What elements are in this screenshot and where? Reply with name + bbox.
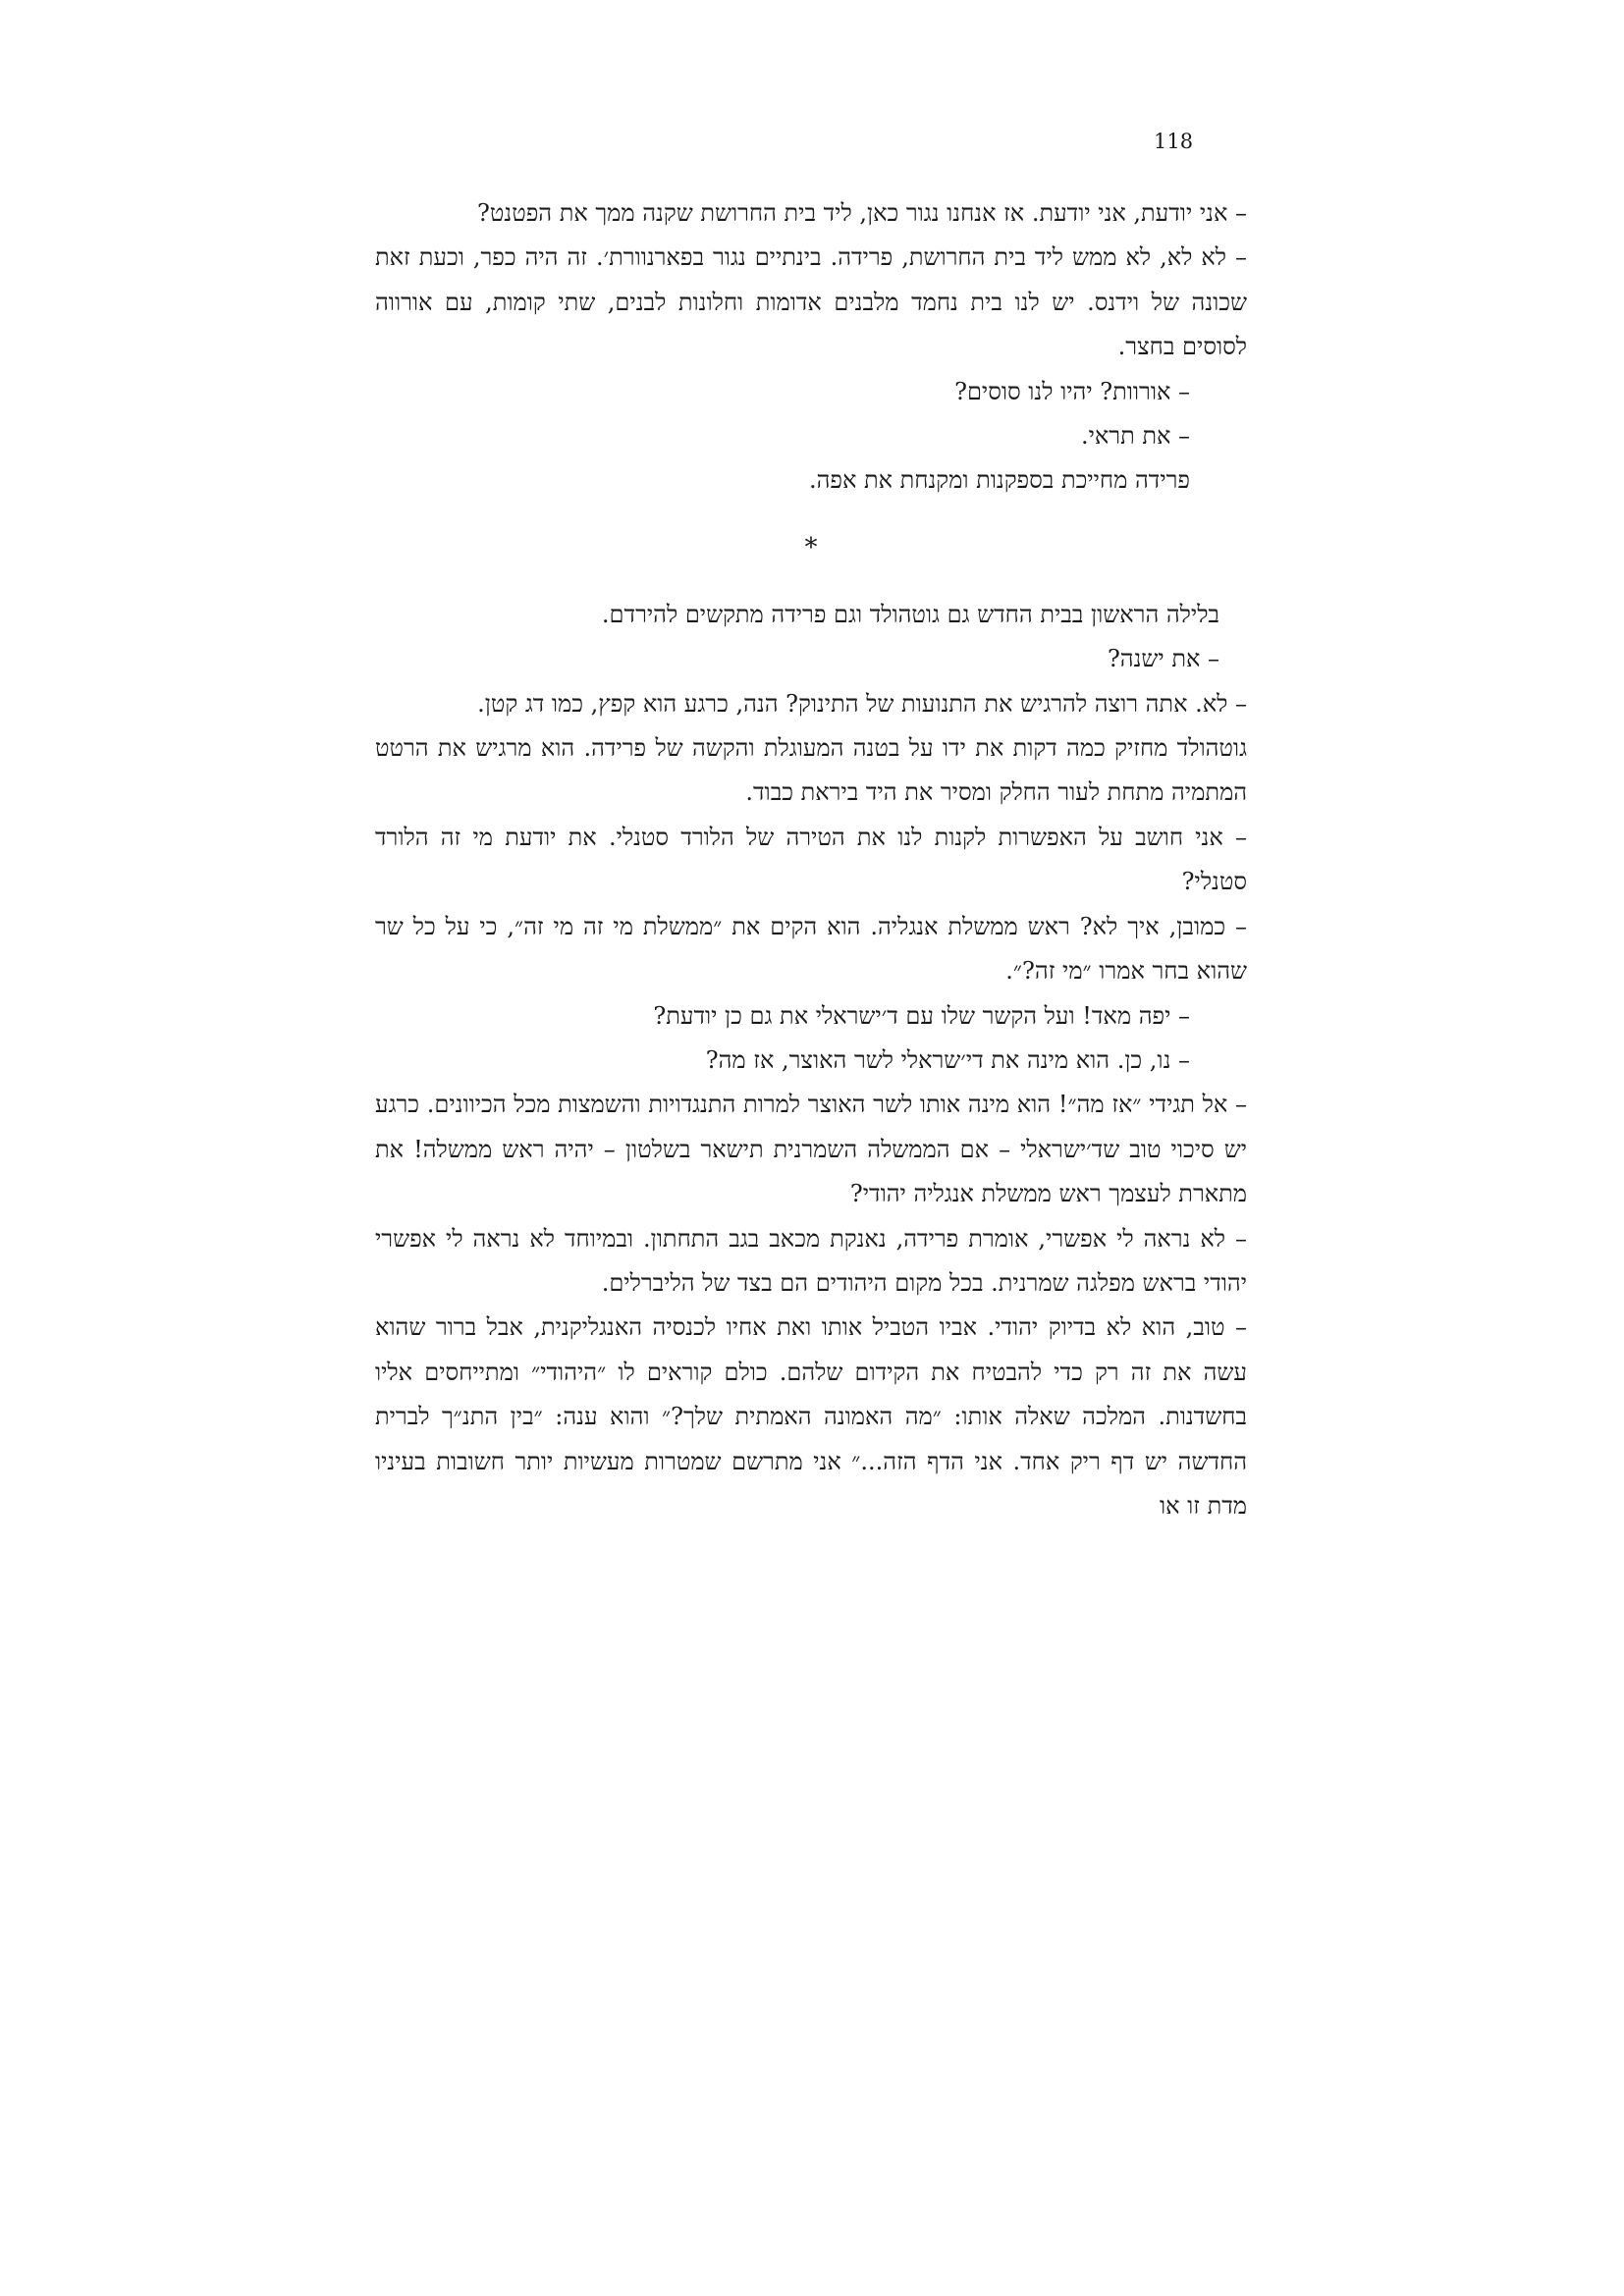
paragraph: – לא לא, לא ממש ליד בית החרושת, פרידה. בינתיים נגור בפארנוורת׳. זה היה כפר, וכעת זאת שכונה של וידנס. יש לנו בית נחמד מלבנים אדומות וחלונות לבנים, שתי קומות, עם אורווה לסוסים בחצר.: [375, 243, 1247, 361]
body-text: [375, 191, 1247, 1528]
section-separator: *: [804, 532, 818, 562]
page-number: 118: [1154, 130, 1194, 153]
paragraph: – לא נראה לי אפשרי, אומרת פרידה, נאנקת מכאב בגב התחתון. ובמיוחד לא נראה לי אפשרי יהודי בראש מפלגה שמרנית. בכל מקום היהודים הם בצד של הליברלים.: [375, 1224, 1247, 1297]
paragraph: – לא. אתה רוצה להרגיש את התנועות של התינוק? הנה, כרגע הוא קפץ, כמו דג קטן.: [477, 689, 1247, 718]
paragraph: – טוב, הוא לא בדיוק יהודי. אביו הטביל אותו ואת אחיו לכנסיה האנגליקנית, אבל ברור שהוא עשה את זה רק כדי להבטיח את הקידום שלהם. כולם קוראים לו ״היהודי״ ומתייחסים אליו בחשדנות. המלכה שאלה אותו: ״מה האמונה האמתית שלך?״ והוא ענה: ״בין התנ״ך לברית החדשה יש דף ריק אחד. אני הדף הזה...״ אני מתרשם שמטרות מעשיות יותר חשובות בעיניו מדת זו או: [375, 1313, 1247, 1520]
paragraph: פרידה מחייכת בספקנות ומקנחת את אפה.: [808, 466, 1190, 495]
paragraph: – אל תגידי ״אז מה״! הוא מינה אותו לשר האוצר למרות התנגדויות והשמצות מכל הכיוונים. כרגע יש סיכוי טוב שד׳ישראלי – אם הממשלה השמרנית תישאר בשלטון – יהיה ראש ממשלה! את מתארת לעצמך ראש ממשלת אנגליה יהודי?: [375, 1091, 1247, 1208]
paragraph: גוטהולד מחזיק כמה דקות את ידו על בטנה המעוגלת והקשה של פרידה. הוא מרגיש את הרטט המתמיה מתחת לעור החלק ומסיר את היד ביראת כבוד.: [375, 734, 1247, 807]
paragraph: – נו, כן. הוא מינה את די׳שראלי לשר האוצר, אז מה?: [705, 1045, 1190, 1074]
paragraph: – יפה מאד! ועל הקשר שלו עם ד׳ישראלי את גם כן יודעת?: [653, 1001, 1190, 1030]
paragraph: – את תראי.: [1080, 422, 1190, 451]
paragraph: – אני חושב על האפשרות לקנות לנו את הטירה של הלורד סטנלי. את יודעת מי זה הלורד סטנלי?: [375, 823, 1247, 896]
paragraph: – כמובן, איך לא? ראש ממשלת אנגליה. הוא הקים את ״ממשלת מי זה מי זה״, כי על כל שר שהוא בחר אמרו ״מי זה?״.: [375, 912, 1247, 986]
paragraph: בלילה הראשון בבית החדש גם גוטהולד וגם פרידה מתקשים להירדם.: [601, 600, 1219, 628]
paragraph: – את ישנה?: [1107, 645, 1219, 673]
paragraph: – אורוות? יהיו לנו סוסים?: [954, 377, 1190, 405]
paragraph: – אני יודעת, אני יודעת. אז אנחנו נגור כאן, ליד בית החרושת שקנה ממך את הפטנט?: [477, 199, 1247, 227]
